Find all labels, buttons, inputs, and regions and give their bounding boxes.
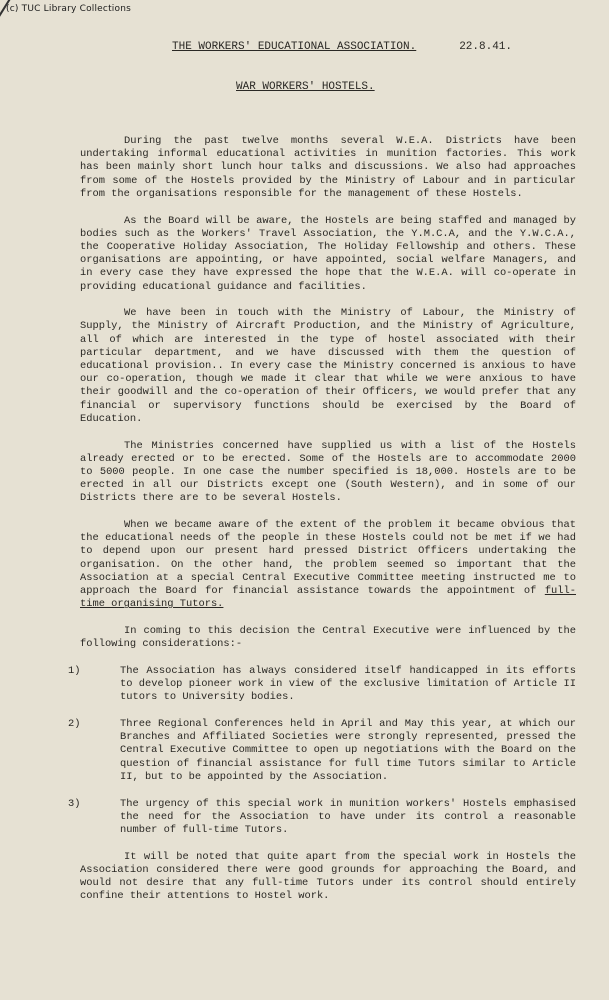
paragraph-4: The Ministries concerned have supplied us with a list of the Hostels already erected or to be erected. Some of the Hostels are to accommodate 2000 to 5000 people. In one case the number specified is 18,000. Hostels are to be erected in all our Districts except one (South Western), and in some of our Districts there are to be several Hostels.: [80, 439, 576, 505]
list-item-text: Three Regional Conferences held in April and May this year, at which our Branches and Affiliated Societies were strongly represented, pressed the Central Executive Committee to open up negotiations with the Board on the question of financial assistance for full time Tutors similar to Article II, but to be appointed by the Association.: [120, 718, 576, 783]
letter-header: [172, 41, 512, 53]
closing-paragraph: It will be noted that quite apart from the special work in Hostels the Association considered there were good grounds for approaching the Board, and would not desire that any full-time Tutors under its control should entirely confine their attentions to Hostel work.: [80, 850, 576, 903]
paragraph-1: During the past twelve months several W.E.A. Districts have been undertaking informal educational activities in munition factories. This work has been mainly short lunch hour talks and discussions. We also had approaches from some of the Hostels provided by the Ministry of Labour and in particular from the organisations responsible for the management of these Hostels.: [80, 135, 576, 200]
list-item: [68, 718, 576, 784]
paragraph-3: We have been in touch with the Ministry of Labour, the Ministry of Supply, the Ministry of Aircraft Production, and the Ministry of Agriculture, all of which are interested in the type of hostel associated with their particular department, and we have discussed with them the question of educational provision.. In every case the Ministry concerned is anxious to have our co-operation, though we made it clear that while we were anxious to have their goodwill and the co-operation of their Officers, we would prefer that any financial or supervisory functions should be exercised by the Board of Education.: [80, 307, 576, 425]
list-item-number: 3): [68, 797, 81, 810]
watermark: (c) TUC Library Collections: [6, 4, 131, 14]
paragraph-5: [80, 519, 576, 611]
list-item-number: 1): [68, 664, 81, 677]
paragraph-2: As the Board will be aware, the Hostels are being staffed and managed by bodies such as the Workers' Travel Association, the Y.M.C.A, and the Y.W.C.A., the Cooperative Holiday Association, The Holiday Fellowship and others. These organisations are appointing, or have appointed, social welfare Managers, and in every case they have expressed the hope that the W.E.A. will co-operate in providing educational guidance and facilities.: [80, 214, 576, 293]
list-item-text: The Association has always considered itself handicapped in its efforts to develop pioneer work in view of the exclusive limitation of Article II tutors to University bodies.: [120, 664, 576, 704]
document-title: WAR WORKERS' HOSTELS.: [236, 81, 375, 93]
paragraph-5-emphasis: full-time organising Tutors.: [80, 585, 576, 611]
paragraph-5-text: When we became aware of the extent of the problem it became obvious that the educational needs of the people in these Hostels could not be met if we had to depend upon our present hard pressed District Officers undertaking the organisation. On the other hand, the problem seemed so important that the Association at a special Central Executive Committee meeting instructed me to approach the Board for financial assistance towards the appointment of: [80, 519, 576, 598]
list-item: [68, 798, 576, 838]
list-item-text: The urgency of this special work in munition workers' Hostels emphasised the need for the Association to have under its control a reasonable number of full-time Tutors.: [120, 797, 576, 836]
list-item-number: 2): [68, 718, 81, 731]
paragraph-6: In coming to this decision the Central Executive were influenced by the following considerations:-: [80, 625, 576, 651]
document-body: [68, 135, 576, 903]
organisation-name: THE WORKERS' EDUCATIONAL ASSOCIATION.: [172, 41, 417, 53]
list-item: [68, 665, 576, 705]
document-date: 22.8.41.: [459, 41, 512, 53]
